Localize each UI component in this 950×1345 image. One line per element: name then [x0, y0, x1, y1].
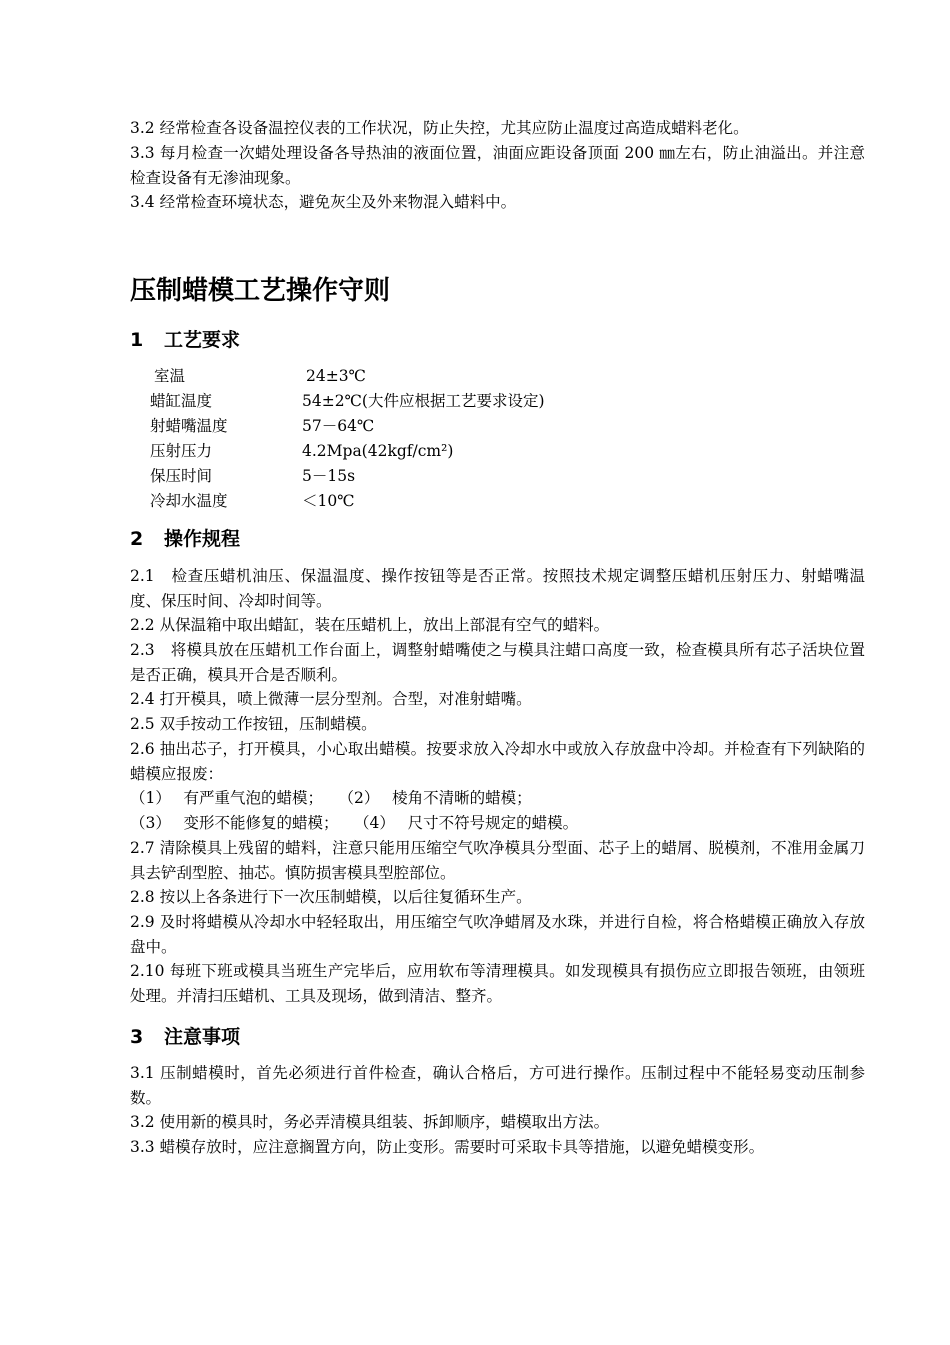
param-label: 冷却水温度	[150, 492, 228, 510]
section-2-heading	[130, 526, 240, 552]
param-value: 57－64℃	[302, 417, 375, 435]
paragraph-2-3: 2.3 将模具放在压蜡机工作台面上，调整射蜡嘴使之与模具注蜡口高度一致，检查模具所有芯子活块位置是否正确，模具开合是否顺利。	[130, 641, 865, 684]
param-value: 24±3℃	[306, 367, 366, 385]
param-label: 室温	[154, 367, 186, 385]
document-title: 压制蜡模工艺操作守则	[130, 276, 391, 306]
paragraph-3-3: 3.3 蜡模存放时，应注意搁置方向，防止变形。需要时可采取卡具等措施，以避免蜡模变形。	[130, 1138, 765, 1156]
section-1-number: 1	[130, 329, 144, 351]
param-value: ＜10℃	[302, 492, 355, 510]
paragraph-2-4: 2.4 打开模具，喷上微薄一层分型剂。合型，对准射蜡嘴。	[130, 690, 532, 708]
param-label: 压射压力	[150, 442, 213, 460]
section-2-title: 操作规程	[164, 528, 241, 550]
paragraph-2-7: 2.7 清除模具上残留的蜡料，注意只能用压缩空气吹净模具分型面、芯子上的蜡屑、脱模剂，不准用金属刀具去铲刮型腔、抽芯。慎防损害模具型腔部位。	[130, 839, 865, 882]
paragraph-2-2: 2.2 从保温箱中取出蜡缸，装在压蜡机上，放出上部混有空气的蜡料。	[130, 616, 610, 634]
paragraph-2-10: 2.10 每班下班或模具当班生产完毕后，应用软布等清理模具。如发现模具有损伤应立即报告领班，由领班处理。并清扫压蜡机、工具及现场，做到清洁、整齐。	[130, 962, 865, 1005]
param-value: 5－15s	[302, 467, 356, 485]
paragraph-2-1: 2.1 检查压蜡机油压、保温温度、操作按钮等是否正常。按照技术规定调整压蜡机压射压力、射蜡嘴温度、保压时间、冷却时间等。	[130, 567, 865, 610]
defect-line-1: （1） 有严重气泡的蜡模； （2） 棱角不清晰的蜡模；	[130, 789, 532, 807]
paragraph-3-3-prev: 3.3 每月检查一次蜡处理设备各导热油的液面位置，油面应距设备顶面 200 ㎜左右，防止油溢出。并注意检查设备有无渗油现象。	[130, 144, 865, 187]
param-label: 保压时间	[150, 467, 213, 485]
paragraph-3-1: 3.1 压制蜡模时，首先必须进行首件检查，确认合格后，方可进行操作。压制过程中不能轻易变动压制参数。	[130, 1064, 865, 1107]
paragraph-3-2-prev: 3.2 经常检查各设备温控仪表的工作状况，防止失控，尤其应防止温度过高造成蜡料老化。	[130, 119, 749, 137]
section-3-number: 3	[130, 1026, 144, 1048]
param-value: 4.2Mpa(42kgf/cm²)	[302, 442, 454, 460]
paragraph-2-6: 2.6 抽出芯子，打开模具，小心取出蜡模。按要求放入冷却水中或放入存放盘中冷却。并检查有下列缺陷的蜡模应报废：	[130, 740, 865, 783]
section-3-heading	[130, 1024, 240, 1050]
paragraph-3-2: 3.2 使用新的模具时，务必弄清模具组装、拆卸顺序，蜡模取出方法。	[130, 1113, 610, 1131]
paragraph-2-9: 2.9 及时将蜡模从冷却水中轻轻取出，用压缩空气吹净蜡屑及水珠，并进行自检，将合格蜡模正确放入存放盘中。	[130, 913, 865, 956]
paragraph-2-5: 2.5 双手按动工作按钮，压制蜡模。	[130, 715, 377, 733]
section-1-title: 工艺要求	[164, 329, 241, 351]
defect-line-2: （3） 变形不能修复的蜡模； （4） 尺寸不符号规定的蜡模。	[130, 814, 579, 832]
param-value: 54±2℃(大件应根据工艺要求设定)	[302, 392, 545, 410]
section-2-number: 2	[130, 528, 144, 550]
section-1-heading	[130, 327, 240, 353]
section-3-title: 注意事项	[164, 1026, 241, 1048]
param-label: 射蜡嘴温度	[150, 417, 228, 435]
paragraph-2-8: 2.8 按以上各条进行下一次压制蜡模，以后往复循环生产。	[130, 888, 532, 906]
paragraph-3-4-prev: 3.4 经常检查环境状态，避免灰尘及外来物混入蜡料中。	[130, 193, 517, 211]
param-label: 蜡缸温度	[150, 392, 213, 410]
